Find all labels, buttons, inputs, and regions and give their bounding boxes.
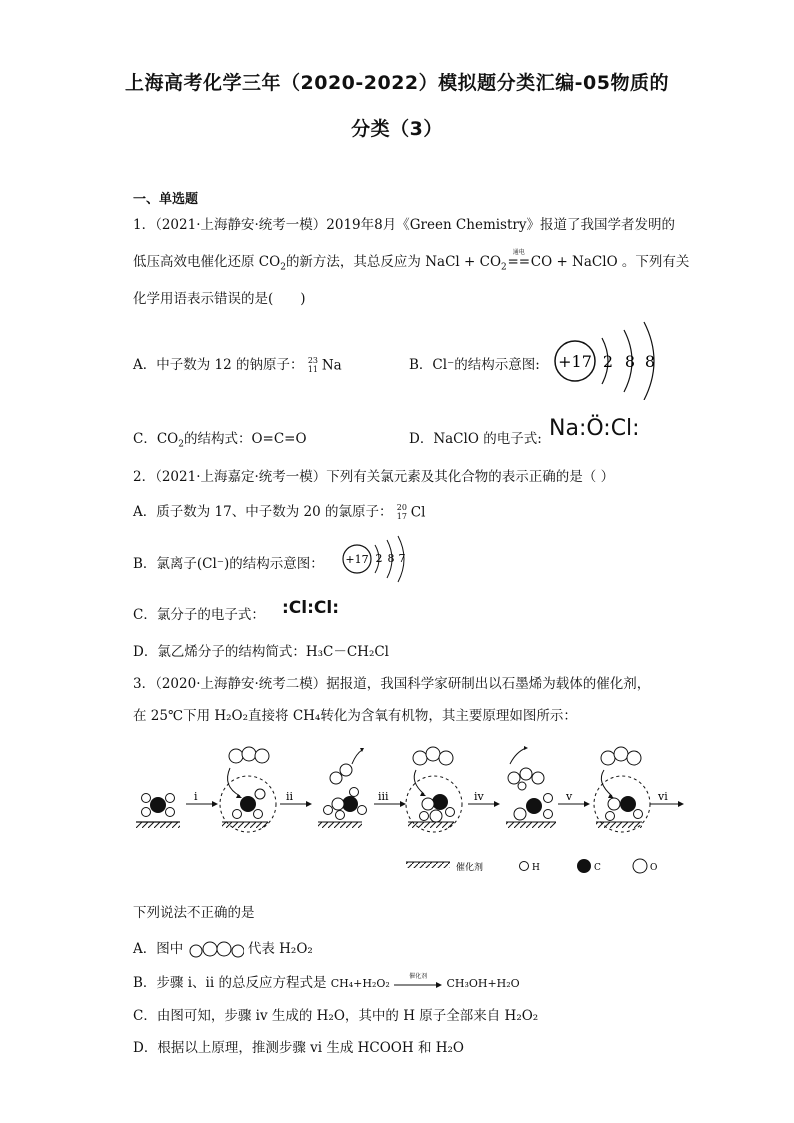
stage-2 (318, 748, 367, 828)
q3-option-b[interactable]: B．步骤 i、ii 的总反应方程式是 CH₄+H₂O₂ 催化剂 CH₃OH+H₂O (133, 972, 520, 991)
legend-c-label: C (594, 863, 601, 873)
q2-shell-2: 8 (387, 552, 395, 565)
stage-3 (406, 747, 462, 832)
q2-cl2-electron-formula: :Cl:Cl: (282, 598, 340, 618)
q2-shell-3: 7 (398, 552, 406, 565)
step-vi-label: vi (658, 790, 668, 803)
q1-option-a[interactable]: A．中子数为 12 的钠原子： 23 11 Na (133, 355, 342, 374)
q3-mechanism-diagram (130, 738, 690, 880)
q2-shell-1: 2 (375, 552, 383, 565)
q3-option-c[interactable]: C．由图可知，步骤 iv 生成的 H₂O，其中的 H 原子全部来自 H₂O₂ (133, 1008, 539, 1024)
step-iv-label: iv (474, 790, 484, 803)
q2-option-d[interactable]: D．氯乙烯分子的结构简式：H₃C－CH₂Cl (133, 644, 389, 660)
step-i-label: i (194, 790, 198, 803)
legend-catalyst-label: 催化剂 (456, 863, 484, 873)
q1-stem-line3: 化学用语表示错误的是( ) (133, 291, 306, 307)
q1-option-b[interactable]: B．Cl⁻的结构示意图: (409, 357, 540, 373)
q1-nucleus-label: +17 (558, 352, 592, 371)
q1-shell-2: 8 (624, 352, 636, 371)
stage-5 (594, 747, 650, 832)
q3-stem-line2: 在 25℃下用 H₂O₂直接将 CH₄转化为含氧有机物，其主要原理如图所示： (133, 708, 577, 724)
page-title: 上海高考化学三年（2020-2022）模拟题分类汇编-05物质的 (125, 72, 669, 94)
q2-stem: 2．（2021·上海嘉定·统考一模）下列有关氯元素及其化合物的表示正确的是（ ） (133, 469, 615, 485)
step-ii-label: ii (286, 790, 294, 803)
h2o2-molecule-icon (188, 941, 244, 959)
stage-0 (136, 794, 180, 829)
stage-1 (220, 747, 276, 832)
q1-option-d[interactable]: D．NaClO 的电子式: (409, 431, 542, 447)
q1-shell-3: 8 (644, 352, 656, 371)
stage-4 (506, 746, 556, 828)
section-heading: 一、单选题 (133, 192, 199, 207)
q3-stem-line1: 3．（2020·上海静安·统考二模）据报道，我国科学家研制出以石墨烯为载体的催化剂， (133, 676, 651, 692)
q1-stem-line1: 1．（2021·上海静安·统考一模）2019年8月《Green Chemistry》报道了我国学者发明的 (133, 217, 675, 233)
q1-cl-ion-diagram (552, 320, 662, 400)
q1-reaction-condition: 通电 (512, 249, 525, 256)
legend-h-label: H (532, 863, 540, 873)
step-iii-label: iii (378, 790, 389, 803)
q3-optB-condition: 催化剂 (409, 972, 428, 980)
q3-prompt: 下列说法不正确的是 (133, 905, 255, 921)
q2-option-b[interactable]: B．氯离子(Cl⁻)的结构示意图： (133, 556, 324, 572)
q1-shell-1: 2 (602, 352, 614, 371)
page-title-line2: 分类（3） (351, 118, 443, 140)
step-v-label: v (566, 790, 573, 803)
q2-nucleus-label: +17 (345, 553, 369, 566)
q2-option-a[interactable]: A．质子数为 17、中子数为 20 的氯原子： 20 17 Cl (133, 502, 426, 521)
diagram-legend (406, 859, 657, 873)
q1-naclo-electron-formula: Na:Ö:Cl: (549, 416, 640, 441)
q3-option-d[interactable]: D．根据以上原理，推测步骤 vi 生成 HCOOH 和 H₂O (133, 1040, 464, 1056)
q2-cl-ion-diagram (340, 535, 420, 585)
legend-o-label: O (650, 863, 658, 873)
q2-option-c[interactable]: C．氯分子的电子式： (133, 607, 265, 623)
q1-stem-line2: 低压高效电催化还原 $CO_2$的新方法，其总反应为 NaCl + $CO_2$ 通电 ==CO + NaClO 。下列有关 (133, 249, 690, 273)
q3-option-a[interactable]: A．图中 代表 H₂O₂ (133, 941, 313, 957)
q1-option-c[interactable]: C．$CO_2$的结构式：O=C=O (133, 431, 307, 450)
